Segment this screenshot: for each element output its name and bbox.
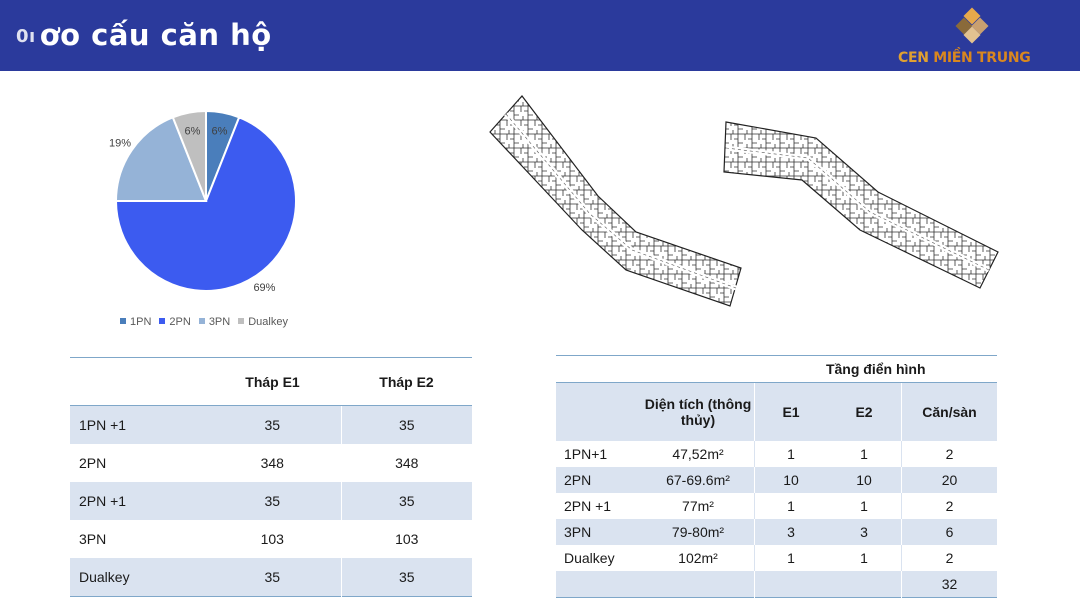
table-header-cell: Diện tích (thông thủy)	[642, 383, 755, 442]
table-header-cell	[70, 358, 204, 406]
slide-header	[0, 0, 1080, 71]
table-cell-e1: 1	[755, 545, 828, 571]
table-cell-label: 3PN	[79, 531, 107, 547]
table-header-cell: E2	[827, 383, 902, 442]
table-row	[70, 406, 472, 445]
logo-text	[898, 50, 1030, 66]
table-header-row	[556, 383, 997, 442]
table-cell-area	[642, 571, 755, 598]
legend-item	[199, 316, 230, 328]
table-cell-e1: 348	[260, 455, 284, 471]
pie-data-label: 6%	[211, 125, 228, 138]
table-cell-label: 1PN +1	[70, 406, 204, 445]
table-cell-per-floor: 2	[902, 493, 998, 519]
legend-label: 2PN	[169, 316, 191, 328]
table-row	[70, 444, 472, 482]
table-cell-e1: 35	[204, 406, 341, 445]
table-row	[556, 493, 997, 519]
table-cell-type: Dualkey	[556, 545, 642, 571]
legend-label: 1PN	[130, 316, 152, 328]
table-cell-area: 67-69.6m²	[642, 467, 755, 493]
title-prefix: 0ı	[16, 26, 36, 47]
table-header-row	[70, 358, 472, 406]
table-cell-type	[556, 571, 642, 598]
table-cell-label: 2PN +1	[70, 482, 204, 520]
table-cell-e1: 103	[260, 531, 284, 547]
table-cell-type: 2PN +1	[556, 493, 642, 519]
table-cell-e1: 3	[755, 519, 828, 545]
table-row	[556, 545, 997, 571]
pie-legend	[120, 316, 296, 328]
pie-data-label: 69%	[253, 282, 276, 295]
table-row	[556, 519, 997, 545]
table-cell-e1: 10	[755, 467, 828, 493]
logo-diamond-icon	[898, 6, 1058, 50]
table-row	[556, 441, 997, 467]
legend-label: 3PN	[208, 316, 231, 328]
tower-e1-plan	[490, 96, 741, 306]
tower-e2-plan	[724, 122, 998, 288]
legend-swatch	[120, 318, 126, 324]
legend-item	[120, 316, 151, 328]
table-cell-e2: 348	[341, 444, 472, 482]
table-cell-e2: 10	[827, 467, 902, 493]
table-cell-e1: 35	[204, 482, 341, 520]
table-cell-area: 79-80m²	[642, 519, 755, 545]
table-cell-type: 2PN	[556, 467, 642, 493]
table-cell-e1	[755, 571, 828, 598]
pie-chart-svg	[85, 100, 345, 335]
slide-title	[16, 18, 272, 52]
floor-plan-icon	[486, 92, 1001, 327]
floor-plan-drawing	[486, 92, 1001, 327]
typical-floor-heading: Tầng điển hình	[755, 356, 998, 383]
table-cell-per-floor: 2	[902, 545, 998, 571]
legend-item	[159, 316, 190, 328]
table-header-cell	[556, 383, 642, 442]
table-cell-e2	[827, 571, 902, 598]
table-header-cell: Căn/sàn	[902, 383, 998, 442]
table-cell-e2: 35	[341, 482, 472, 520]
table-cell-label: Dualkey	[70, 558, 204, 597]
table-header-cell: Tháp E2	[341, 358, 472, 406]
logo-cen: CEN	[898, 50, 929, 66]
legend-label: Dualkey	[248, 316, 288, 328]
table-cell-e2: 3	[827, 519, 902, 545]
table-cell-e2: 35	[341, 558, 472, 597]
table-header-cell: E1	[755, 383, 828, 442]
table-cell-e2: 35	[341, 406, 472, 445]
table-cell-area: 77m²	[642, 493, 755, 519]
tower-units-table	[70, 357, 472, 597]
title-text: ơo cấu căn hộ	[39, 18, 272, 52]
legend-item	[238, 316, 288, 328]
table-cell-per-floor: 32	[902, 571, 998, 598]
table-row	[556, 571, 997, 598]
legend-swatch	[199, 318, 205, 324]
table-group-header-row	[556, 356, 997, 383]
table-row	[70, 520, 472, 558]
table-cell-type: 3PN	[556, 519, 642, 545]
typical-floor-table	[556, 355, 997, 598]
table-cell-e1: 1	[755, 441, 828, 467]
table-cell-e1: 35	[204, 558, 341, 597]
table-cell-per-floor: 6	[902, 519, 998, 545]
cen-logo	[898, 6, 1058, 68]
table-cell-e1: 1	[755, 493, 828, 519]
table-row	[70, 482, 472, 520]
table-cell-e2: 1	[827, 493, 902, 519]
legend-swatch	[238, 318, 244, 324]
logo-mien-trung: MIỀN TRUNG	[933, 50, 1031, 66]
table-cell-per-floor: 2	[902, 441, 998, 467]
table-cell-area: 102m²	[642, 545, 755, 571]
table-cell-e2: 103	[341, 520, 472, 558]
pie-data-label: 6%	[184, 125, 201, 138]
table-cell-e2: 1	[827, 441, 902, 467]
table-row	[70, 558, 472, 597]
legend-swatch	[159, 318, 165, 324]
table-row	[556, 467, 997, 493]
table-cell-type: 1PN+1	[556, 441, 642, 467]
table-cell-area: 47,52m²	[642, 441, 755, 467]
table-header-cell: Tháp E1	[204, 358, 341, 406]
table-cell-per-floor: 20	[902, 467, 998, 493]
pie-chart	[85, 100, 345, 335]
table-cell-e2: 1	[827, 545, 902, 571]
table-header-spacer	[556, 356, 755, 383]
table-cell-label: 2PN	[79, 455, 107, 471]
pie-data-label: 19%	[108, 137, 131, 150]
